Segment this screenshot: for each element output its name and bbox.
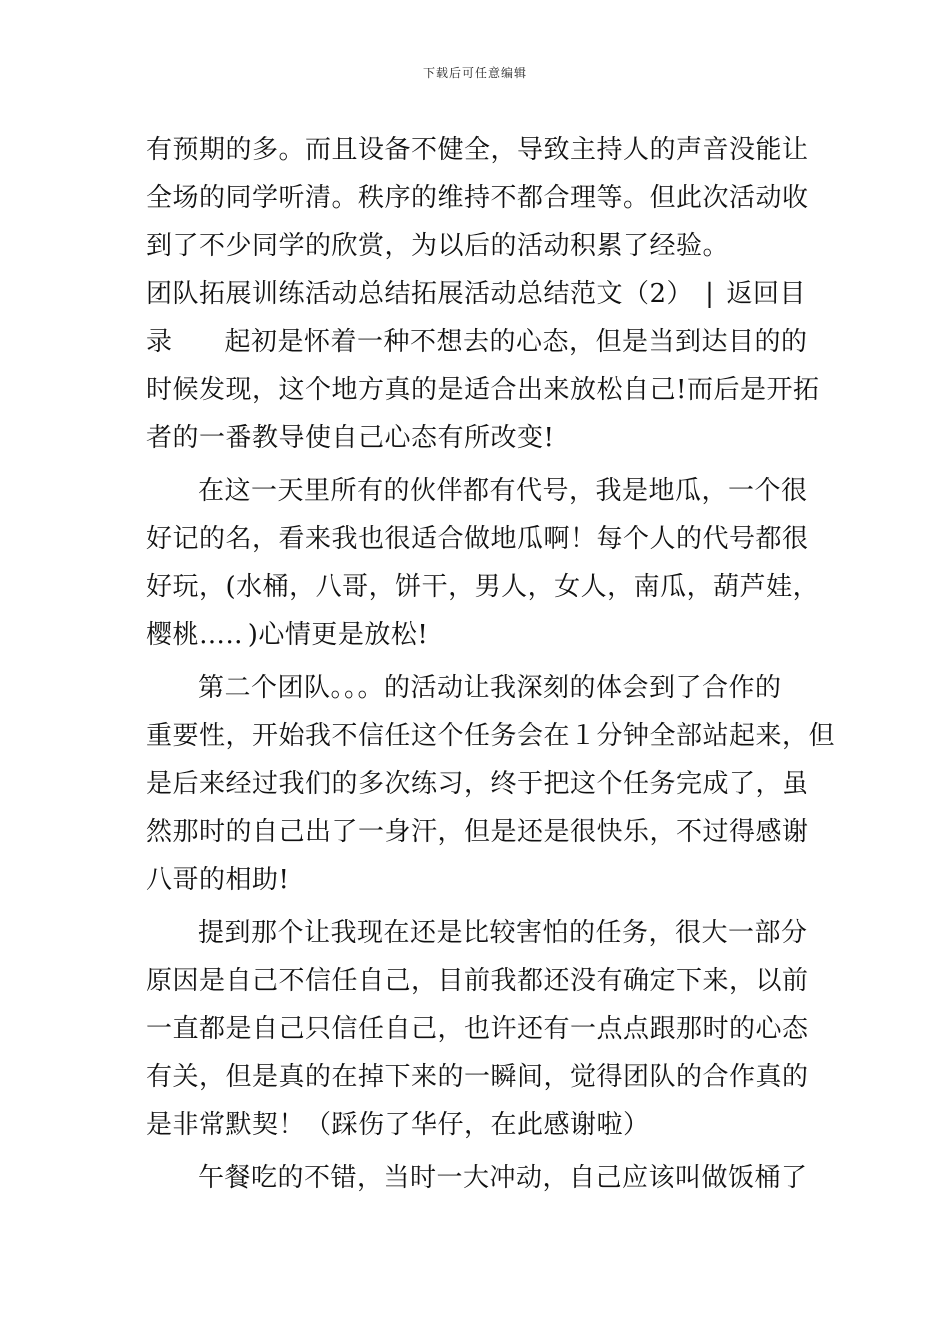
paragraph-4-line-3: 一直都是自己只信任自己，也许还有一点点跟那时的心态 <box>146 1014 809 1044</box>
paragraph-4-line-1: 提到那个让我现在还是比较害怕的任务，很大一部分 <box>198 918 808 948</box>
paragraph-3-line-1: 第二个团队。。。的活动让我深刻的体会到了合作的 <box>198 673 782 703</box>
intro-line-2: 全场的同学听清。秩序的维持不都合理等。但此次活动收 <box>146 183 809 213</box>
section-para-line-2: 时候发现，这个地方真的是适合出来放松自己!而后是开拓 <box>146 375 820 405</box>
paragraph-3-line-4: 然那时的自己出了一身汗，但是还是很快乐，不过得感谢 <box>146 817 809 847</box>
paragraph-4-line-2: 原因是自己不信任自己，目前我都还没有确定下来，以前 <box>146 966 809 996</box>
paragraph-5-line-1: 午餐吃的不错，当时一大冲动，自己应该叫做饭桶了 <box>198 1163 808 1193</box>
paragraph-3-line-3: 是后来经过我们的多次练习，终于把这个任务完成了，虽 <box>146 769 809 799</box>
document-body <box>146 126 836 1202</box>
paragraph-3-line-5: 八哥的相助! <box>146 865 290 895</box>
paragraph-3-line-2: 重要性，开始我不信任这个任务会在１分钟全部站起来，但 <box>146 721 836 751</box>
paragraph-2-line-4: 樱桃….．)心情更是放松! <box>146 620 429 650</box>
page-header: 下载后可任意编辑 <box>422 66 527 80</box>
back-to-toc-link-cont[interactable]: 录 <box>146 327 173 357</box>
section-para-line-3: 者的一番教导使自己心态有所改变! <box>146 423 555 453</box>
paragraph-2-line-2: 好记的名，看来我也很适合做地瓜啊！每个人的代号都很 <box>146 524 809 554</box>
section-heading <box>146 270 806 318</box>
intro-line-3: 到了不少同学的欣赏，为以后的活动积累了经验。 <box>146 231 730 261</box>
section-para-text: 起初是怀着一种不想去的心态，但是当到达目的的 <box>224 327 808 357</box>
paragraph-4-line-4: 有关，但是真的在掉下来的一瞬间，觉得团队的合作真的 <box>146 1062 809 1092</box>
separator: | <box>705 279 715 309</box>
section-title: 团队拓展训练活动总结拓展活动总结范文（2） <box>146 279 694 309</box>
back-to-toc-link[interactable]: 返回目 <box>726 279 806 309</box>
paragraph-2-line-1: 在这一天里所有的伙伴都有代号，我是地瓜，一个很 <box>198 476 808 506</box>
paragraph-2-line-3: 好玩，(水桶，八哥，饼干，男人，女人，南瓜，葫芦娃， <box>146 572 820 602</box>
intro-line-1: 有预期的多。而且设备不健全，导致主持人的声音没能让 <box>146 135 809 165</box>
section-para-line-1 <box>146 318 806 366</box>
paragraph-4-line-5: 是非常默契！（踩伤了华仔，在此感谢啦） <box>146 1110 650 1140</box>
